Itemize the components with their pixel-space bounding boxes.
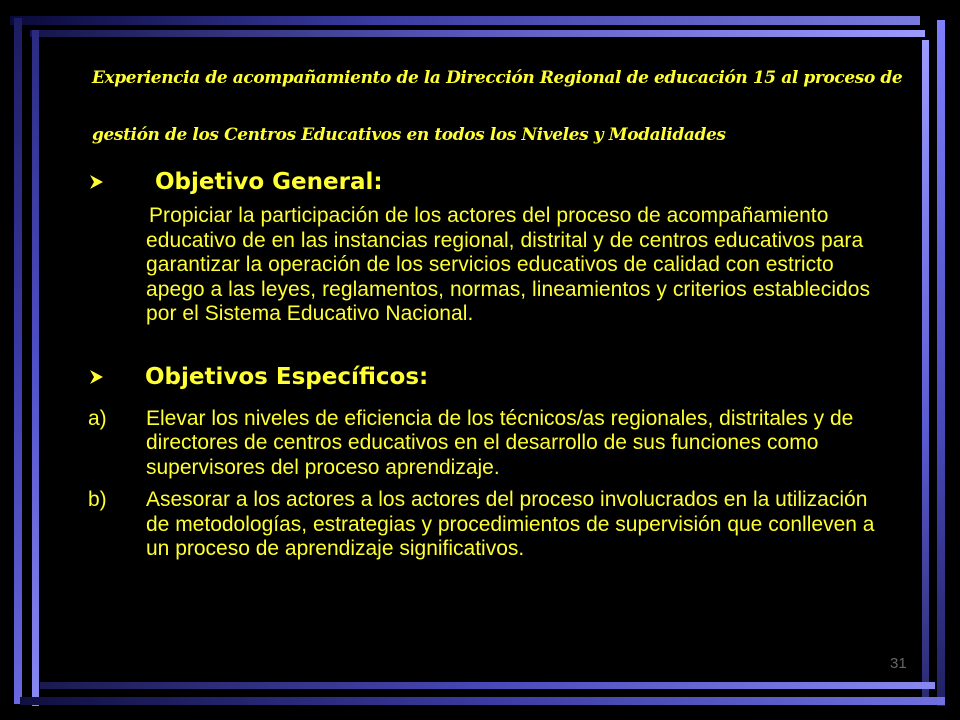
objetivo-general-text: Propiciar la participación de los actores del proceso de acompañamiento educativo de en las instancias regional, distrital y de centros educativos para garantizar la operación de los servicios educativos de calidad con estricto apego a las leyes, reglamentos, normas, lineamientos y criterios establecidos por el Sistema Educativo Nacional. bbox=[146, 204, 871, 325]
slide-content bbox=[88, 160, 888, 562]
frame-bar-right-inner bbox=[922, 40, 929, 700]
page-number: 31 bbox=[890, 655, 907, 672]
list-item-marker: a) bbox=[88, 406, 107, 430]
objetivo-general-heading bbox=[88, 160, 888, 204]
objetivos-especificos-label: Objetivos Específicos: bbox=[145, 363, 429, 390]
frame-bar-top-outer bbox=[10, 16, 920, 25]
frame-bar-left-inner bbox=[32, 30, 39, 706]
frame-bar-bottom-outer bbox=[20, 697, 945, 705]
list-item-text: Elevar los niveles de eficiencia de los técnicos/as regionales, distritales y de directores de centros educativos en el desarrollo de sus funciones como supervisores del proceso aprendizaje. bbox=[146, 406, 854, 479]
list-item-text: Asesorar a los actores a los actores del proceso involucrados en la utilización de metodologías, estrategias y procedimientos de supervisión que conlleven a un proceso de aprendizaje significativos. bbox=[146, 488, 875, 560]
arrowhead-bullet-icon bbox=[88, 174, 104, 190]
frame-bar-bottom-inner bbox=[40, 682, 935, 689]
objetivo-general-label: Objetivo General: bbox=[155, 169, 383, 195]
slide-title: Experiencia de acompañamiento de la Dirección Regional de educación 15 al proceso de gestión de los Centros Educativos en todos los Niveles y Modalidades bbox=[92, 68, 903, 145]
frame-bar-left-outer bbox=[14, 18, 22, 704]
arrowhead-bullet-icon bbox=[88, 369, 104, 385]
frame-bar-right-outer bbox=[937, 20, 945, 706]
objetivos-especificos-heading bbox=[88, 355, 888, 399]
list-item bbox=[88, 407, 888, 481]
list-item bbox=[88, 488, 888, 562]
frame-bar-top-inner bbox=[30, 30, 925, 37]
list-item-marker: b) bbox=[88, 488, 107, 511]
